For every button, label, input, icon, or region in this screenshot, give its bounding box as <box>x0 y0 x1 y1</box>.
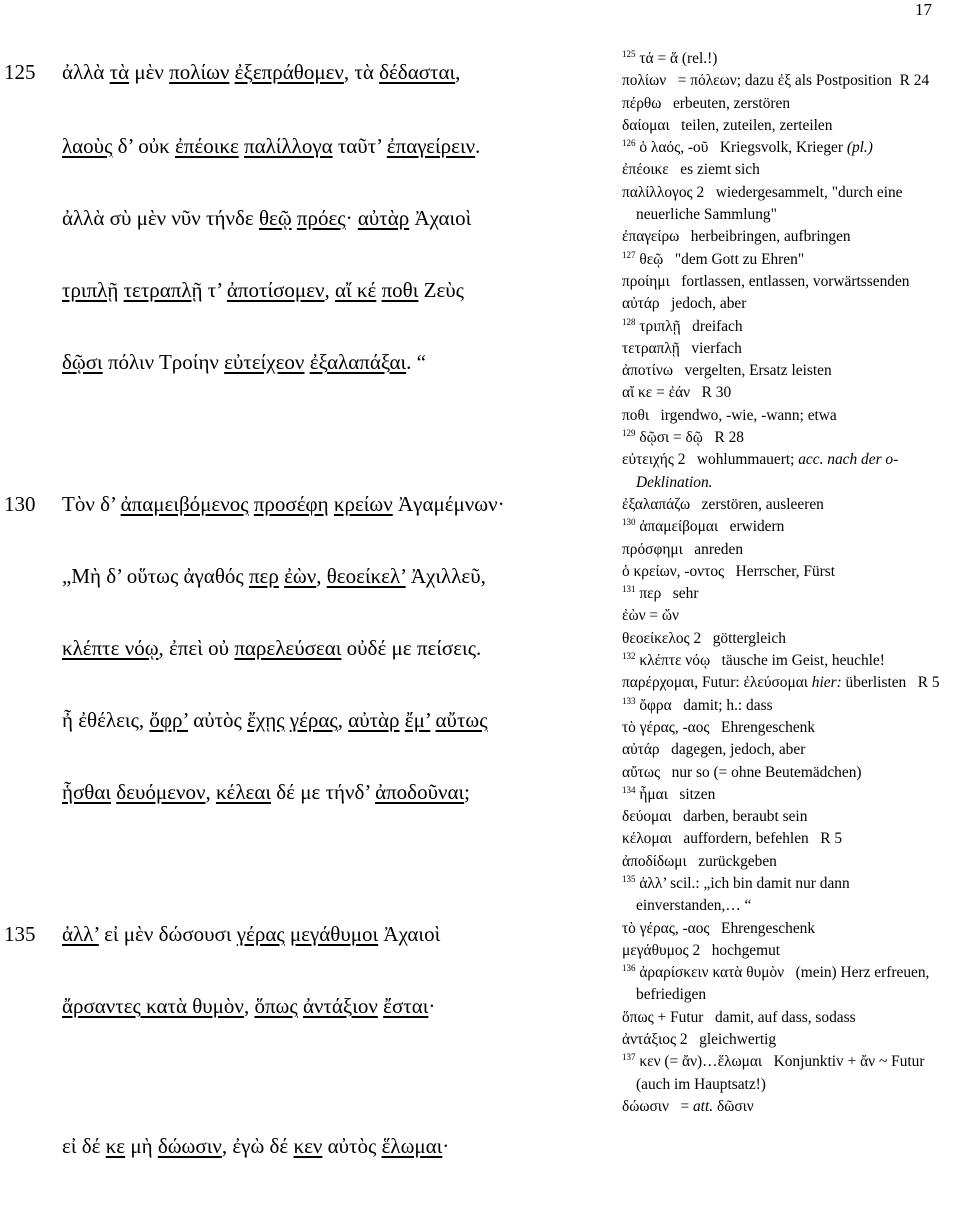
gloss-text: ἀραρίσκειν κατὰ θυμὸν (mein) Herz erfreuen, befriedigen <box>635 964 934 1004</box>
gloss-text: ὅπως + Futur damit, auf dass, sodass <box>622 1008 856 1026</box>
gloss-text: θεοείκελος 2 göttergleich <box>622 629 786 647</box>
verse-segment: εἰ μὲν δώσουσι <box>98 922 237 946</box>
gloss-entry <box>622 1096 952 1118</box>
verse-segment: Ἀχαιοὶ <box>409 206 472 230</box>
gloss-entry <box>622 940 952 962</box>
gloss-text: ἀλλ’ scil.: „ich bin damit nur dann einverstanden,… “ <box>635 874 854 915</box>
verse-ref-number: 127 <box>622 249 636 260</box>
underlined-word: πολίων <box>169 60 230 84</box>
verse-segment: Ἀχιλλεῦ, <box>405 564 486 588</box>
underlined-word: ἀπαμειβόμενος <box>120 492 249 516</box>
gloss-entry <box>622 762 952 784</box>
gloss-text: ἐπέοικε es ziemt sich <box>622 161 760 179</box>
gloss-text: δώωσιν = <box>622 1097 693 1115</box>
page-number: 17 <box>915 0 932 19</box>
gloss-text: τὸ γέρας, -αος Ehrengeschenk <box>622 718 816 736</box>
underlined-word: ποθι <box>381 278 419 302</box>
underlined-word: ἐπέοικε <box>174 134 239 158</box>
gloss-text: δῷσι = δῷ R 28 <box>635 429 744 447</box>
verse-ref-number: 137 <box>622 1052 636 1063</box>
verse-ref-number: 135 <box>622 873 636 884</box>
gloss-text: παρέρχομαι, Futur: ἐλεύσομαι <box>622 674 812 692</box>
underlined-word: δῷσι <box>62 350 103 374</box>
gloss-entry <box>622 605 952 627</box>
verse-segment: · <box>428 994 436 1018</box>
verse-segment: ἦ ἐθέλεις, <box>62 708 150 732</box>
underlined-word: αὐτὰρ <box>348 708 400 732</box>
verse-segment: ἀλλὰ σὺ μὲν νῦν τήνδε <box>62 206 259 230</box>
gloss-text: ὄφρα damit; h.: dass <box>635 696 773 714</box>
verse-segment: , <box>337 708 349 732</box>
gloss-text: ποθι irgendwo, -wie, -wann; etwa <box>622 406 837 424</box>
gloss-entry <box>622 1051 952 1096</box>
verse-segment: ἀλλὰ <box>62 60 110 84</box>
verse-segment: Ἀχαιοὶ <box>378 922 441 946</box>
verse-segment: Ζεὺς <box>418 278 464 302</box>
gloss-text: μεγάθυμος 2 hochgemut <box>622 941 781 959</box>
verse-text <box>62 636 481 661</box>
underlined-word: κεν <box>293 1134 323 1158</box>
gloss-text: αὐτάρ jedoch, aber <box>622 295 747 313</box>
verse-text <box>62 60 460 85</box>
gloss-entry <box>622 70 952 92</box>
gloss-text: πρόσφημι anreden <box>622 540 744 558</box>
gloss-text: ἀποδίδωμι zurückgeben <box>622 852 777 870</box>
underlined-word: αὐτὰρ <box>357 206 410 230</box>
verse-ref-number: 134 <box>622 784 636 795</box>
gloss-text: περ sehr <box>635 585 699 603</box>
gloss-entry <box>622 293 952 315</box>
gloss-text: εὐτειχής 2 wohlummauert; <box>622 451 799 469</box>
verse-segment: . <box>475 134 481 158</box>
gloss-entry <box>622 382 952 404</box>
underlined-word: ἐπαγείρειν <box>386 134 476 158</box>
underlined-word: κρείων <box>333 492 393 516</box>
verse-ref-number: 132 <box>622 650 636 661</box>
gloss-entry <box>622 360 952 382</box>
underlined-word: δευόμενον <box>116 780 206 804</box>
underlined-word: ὄφρ’ <box>149 708 188 732</box>
gloss-entry <box>622 93 952 115</box>
verse-segment: . “ <box>406 350 426 374</box>
underlined-word: ἧσθαι <box>62 780 112 804</box>
vocabulary-column <box>622 48 952 1118</box>
gloss-text: παλίλλογος 2 wiedergesammelt, "durch eine neuerliche Sammlung" <box>622 183 907 224</box>
gloss-entry <box>622 405 952 427</box>
verse-segment: μὲν <box>129 60 170 84</box>
underlined-word: μεγάθυμοι <box>289 922 379 946</box>
gloss-entry <box>622 271 952 293</box>
verse-segment: πόλιν Τροίην <box>102 350 225 374</box>
gloss-entry <box>622 806 952 828</box>
verse-segment: Ἀγαμέμνων· <box>392 492 505 516</box>
gloss-text: προίημι fortlassen, entlassen, vorwärtssenden <box>622 272 910 290</box>
gloss-entry <box>622 48 952 70</box>
gloss-entry <box>622 828 952 850</box>
gloss-entry <box>622 583 952 605</box>
verse-ref-number: 129 <box>622 427 636 438</box>
underlined-word: αὔτως <box>435 708 488 732</box>
gloss-entry <box>622 182 952 227</box>
underlined-word: προσέφη <box>253 492 329 516</box>
verse-ref-number: 136 <box>622 963 636 974</box>
gloss-text: πέρθω erbeuten, zerstören <box>622 94 791 112</box>
gloss-entry <box>622 115 952 137</box>
verse-segment: οὐδέ με πείσεις. <box>341 636 482 660</box>
verse-text <box>62 350 426 375</box>
underlined-word: τριπλῇ <box>62 278 119 302</box>
verse-segment: ταῦτ’ <box>332 134 387 158</box>
verse-ref-number: 130 <box>622 517 636 528</box>
underlined-word: ἐξαλαπάξαι <box>309 350 407 374</box>
gloss-entry <box>622 628 952 650</box>
underlined-word: ἐὼν <box>284 564 317 588</box>
gloss-text: ὁ λαός, -οῦ Kriegsvolk, Krieger <box>635 139 847 157</box>
verse-text <box>62 278 464 303</box>
gloss-entry <box>622 918 952 940</box>
verse-segment: τ’ <box>202 278 227 302</box>
verse-ref-number: 133 <box>622 695 636 706</box>
gloss-text: ἐξαλαπάζω zerstören, ausleeren <box>622 495 824 513</box>
verse-text <box>62 1134 449 1159</box>
gloss-entry <box>622 784 952 806</box>
gloss-text: ἐὼν = ὤν <box>622 607 680 625</box>
gloss-text: κέλομαι auffordern, befehlen R 5 <box>622 830 843 848</box>
gloss-entry <box>622 449 952 494</box>
verse-segment: , ἐγὼ δέ <box>221 1134 294 1158</box>
verse-segment: , τὰ <box>343 60 380 84</box>
gloss-text: δῶσιν <box>713 1097 754 1115</box>
line-number: 130 <box>4 492 36 516</box>
gloss-text: ὁ κρείων, -οντος Herrscher, Fürst <box>622 562 836 580</box>
underlined-word: αἴ κέ <box>335 278 377 302</box>
verse-ref-number: 131 <box>622 584 636 594</box>
gloss-italic: acc. nach der o-Deklination. <box>636 451 899 491</box>
verse-segment: εἰ δέ <box>62 1134 106 1158</box>
underlined-word: γέρας <box>289 708 338 732</box>
gloss-italic: (pl.) <box>846 139 873 157</box>
gloss-entry <box>622 739 952 761</box>
verse-segment: δ’ οὐκ <box>112 134 175 158</box>
gloss-text: αἴ κε = ἐάν R 30 <box>622 384 732 402</box>
underlined-word: λαοὺς <box>62 134 113 158</box>
underlined-word: ἀποτίσομεν <box>226 278 325 302</box>
verse-segment: αὐτὸς <box>187 708 248 732</box>
underlined-word: παλίλλογα <box>244 134 333 158</box>
verse-text <box>62 708 488 733</box>
gloss-entry <box>622 494 952 516</box>
verse-segment: μὴ <box>125 1134 158 1158</box>
gloss-text: θεῷ "dem Gott zu Ehren" <box>635 250 805 268</box>
underlined-word: ἔμ’ <box>404 708 431 732</box>
underlined-word: ἐξεπράθομεν <box>234 60 344 84</box>
gloss-entry <box>622 962 952 1007</box>
gloss-entry <box>622 561 952 583</box>
underlined-word: περ <box>248 564 279 588</box>
gloss-text: τριπλῇ dreifach <box>635 317 743 335</box>
underlined-word: δώωσιν <box>157 1134 222 1158</box>
underlined-word: τετραπλῇ <box>123 278 203 302</box>
underlined-word: ἀλλ’ <box>62 922 99 946</box>
underlined-word: ἔσται <box>383 994 429 1018</box>
underlined-word: ἔχῃς <box>247 708 285 732</box>
verse-text <box>62 564 486 589</box>
gloss-entry <box>622 159 952 181</box>
underlined-word: εὐτείχεον <box>224 350 305 374</box>
gloss-entry <box>622 873 952 918</box>
gloss-entry <box>622 1007 952 1029</box>
gloss-entry <box>622 226 952 248</box>
verse-text <box>62 206 471 231</box>
gloss-text: τά = ἅ (rel.!) <box>635 50 718 67</box>
verse-text <box>62 492 505 517</box>
gloss-entry <box>622 851 952 873</box>
underlined-word: κλέπτε νόῳ <box>62 636 159 660</box>
underlined-word: θεοείκελ’ <box>326 564 406 588</box>
line-number: 125 <box>4 60 36 84</box>
verse-text <box>62 134 480 159</box>
underlined-word: δέδασται <box>379 60 456 84</box>
gloss-text: πολίων = πόλεων; dazu ἐξ als Postposition R 24 <box>622 72 930 90</box>
gloss-text: κεν (= ἄν)…ἕλωμαι Konjunktiv + ἄν ~ Futur (auch im Hauptsatz!) <box>635 1053 929 1093</box>
underlined-word: παρελεύσεαι <box>234 636 342 660</box>
verse-segment: , <box>324 278 336 302</box>
verse-segment: ; <box>464 780 470 804</box>
gloss-text: αὐτάρ dagegen, jedoch, aber <box>622 741 806 759</box>
gloss-italic: att. <box>692 1097 714 1115</box>
gloss-entry <box>622 516 952 538</box>
gloss-text: τὸ γέρας, -αος Ehrengeschenk <box>622 919 816 937</box>
verse-segment: · <box>345 206 358 230</box>
gloss-italic: hier: <box>811 674 842 692</box>
underlined-word: κέλεαι <box>215 780 272 804</box>
gloss-text: αὔτως nur so (= ohne Beutemädchen) <box>622 763 862 781</box>
underlined-word: κε <box>105 1134 126 1158</box>
underlined-word: ὅπως <box>254 994 298 1018</box>
verse-text <box>62 922 440 947</box>
gloss-entry <box>622 316 952 338</box>
underlined-word: θεῷ <box>258 206 292 230</box>
verse-ref-number: 125 <box>622 48 636 59</box>
underlined-word: τὰ <box>109 60 130 84</box>
gloss-entry <box>622 650 952 672</box>
verse-ref-number: 128 <box>622 316 636 327</box>
verse-segment: , <box>243 994 255 1018</box>
verse-segment: αὐτὸς <box>322 1134 382 1158</box>
gloss-text: ἧμαι sitzen <box>635 785 716 803</box>
verse-segment: „Μὴ δ’ οὕτως ἀγαθός <box>62 564 249 588</box>
gloss-text: δεύομαι darben, beraubt sein <box>622 808 808 826</box>
verse-text <box>62 780 470 805</box>
verse-segment: , <box>205 780 216 804</box>
verse-segment: , <box>455 60 461 84</box>
gloss-entry <box>622 672 952 694</box>
underlined-word: ἀντάξιον <box>302 994 378 1018</box>
gloss-text: ἐπαγείρω herbeibringen, aufbringen <box>622 228 851 246</box>
verse-segment: , ἐπεὶ οὐ <box>158 636 235 660</box>
gloss-entry <box>622 695 952 717</box>
verse-segment: δέ με τήνδ’ <box>271 780 376 804</box>
gloss-entry <box>622 137 952 159</box>
gloss-entry <box>622 427 952 449</box>
verse-text <box>62 994 435 1019</box>
gloss-entry <box>622 249 952 271</box>
gloss-entry <box>622 717 952 739</box>
line-number: 135 <box>4 922 36 946</box>
gloss-text: κλέπτε νόῳ täusche im Geist, heuchle! <box>635 652 885 670</box>
gloss-entry <box>622 539 952 561</box>
underlined-word: ἀποδοῦναι <box>375 780 465 804</box>
verse-segment: , <box>316 564 327 588</box>
underlined-word: ἄρσαντες κατὰ θυμὸν <box>62 994 244 1018</box>
verse-segment: Τὸν δ’ <box>62 492 121 516</box>
gloss-entry <box>622 1029 952 1051</box>
underlined-word: γέρας <box>236 922 285 946</box>
gloss-text: überlisten R 5 <box>841 674 940 692</box>
verse-ref-number: 126 <box>622 138 636 149</box>
gloss-text: τετραπλῇ vierfach <box>622 339 742 357</box>
gloss-text: ἀντάξιος 2 gleichwertig <box>622 1031 777 1049</box>
gloss-text: ἀποτίνω vergelten, Ersatz leisten <box>622 362 832 380</box>
verse-segment: · <box>442 1134 450 1158</box>
underlined-word: πρόες <box>296 206 346 230</box>
gloss-text: δαίομαι teilen, zuteilen, zerteilen <box>622 116 833 134</box>
gloss-entry <box>622 338 952 360</box>
gloss-text: ἀπαμείβομαι erwidern <box>635 518 785 536</box>
underlined-word: ἕλωμαι <box>381 1134 443 1158</box>
